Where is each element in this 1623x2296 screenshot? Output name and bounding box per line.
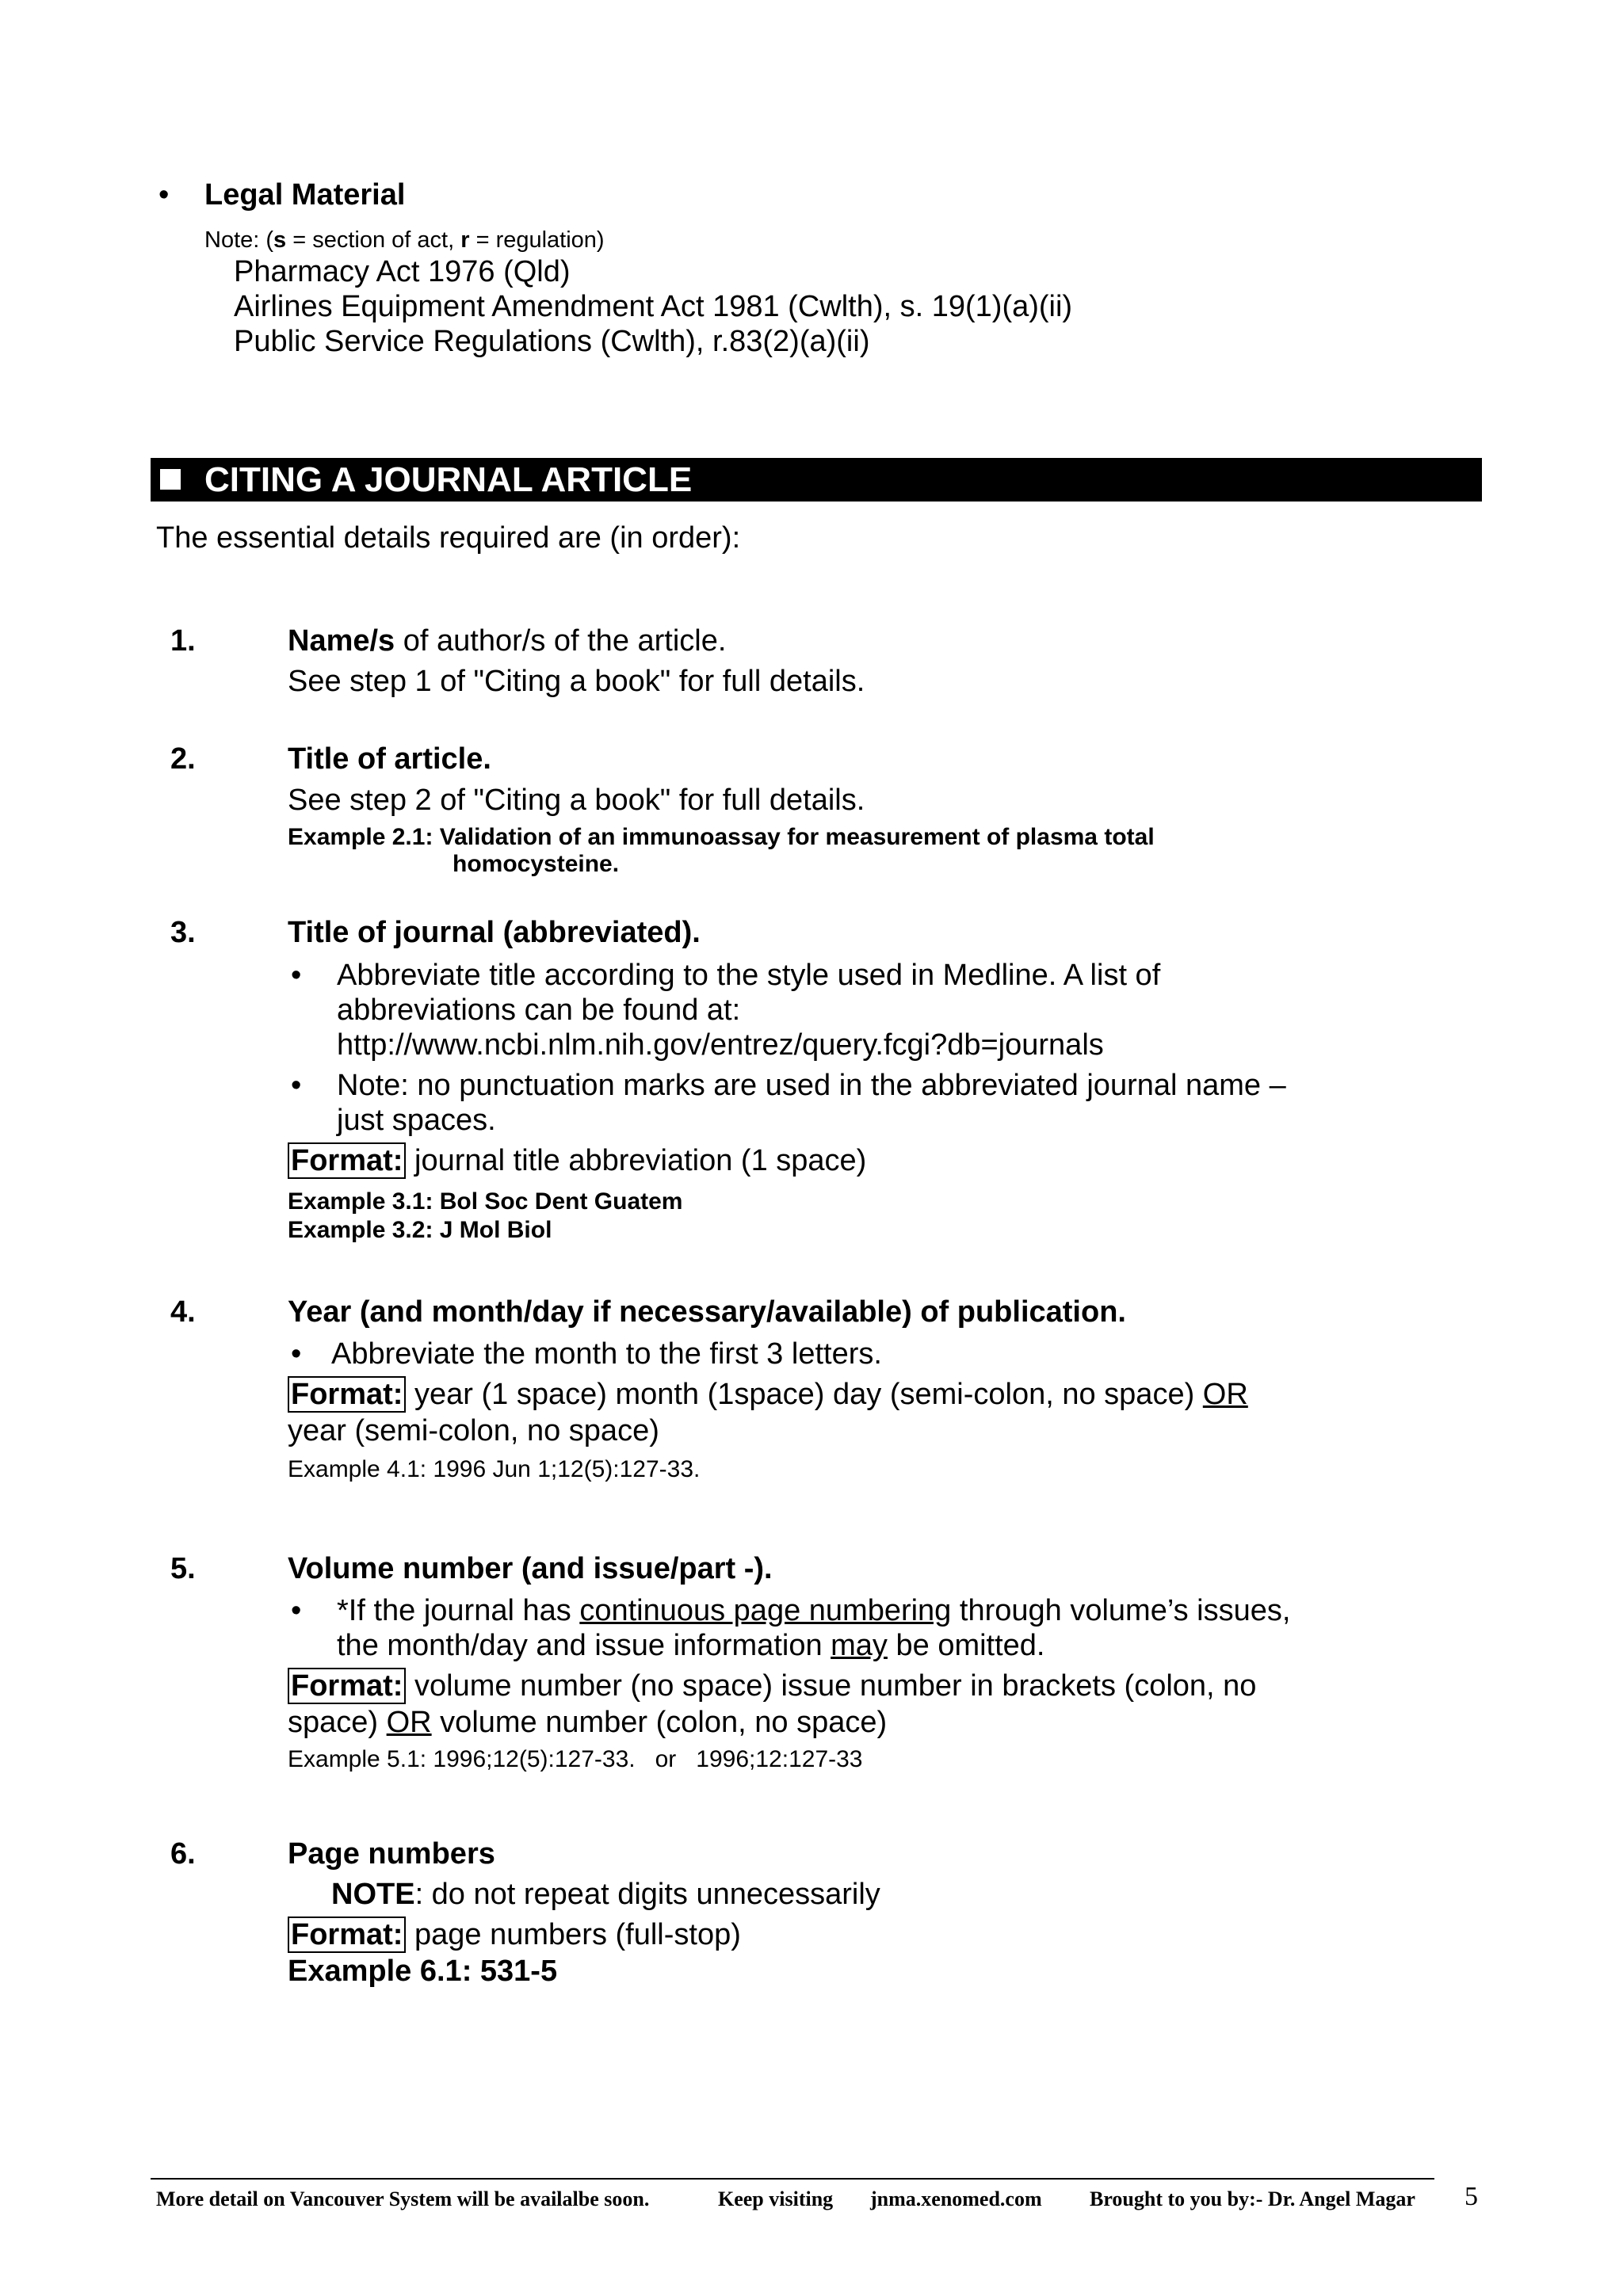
step-3-format: Format: journal title abbreviation (1 space) [288, 1143, 866, 1178]
step-3-bullet-2-line-2: just spaces. [337, 1104, 496, 1137]
footer-keep-visiting: Keep visiting [718, 2187, 834, 2210]
bullet: • [291, 959, 302, 992]
bullet: • [158, 178, 170, 212]
step-1-title: Name/s of author/s of the article. [288, 624, 727, 658]
bullet: • [291, 1594, 302, 1627]
step-5-format-cont: space) OR volume number (colon, no space) [288, 1706, 888, 1739]
step-4-format-cont: year (semi-colon, no space) [288, 1414, 659, 1447]
step-1-number: 1. [170, 624, 196, 658]
step-4-number: 4. [170, 1295, 196, 1329]
section-header-bar [151, 458, 1482, 502]
step-4-format: Format: year (1 space) month (1space) day (semi-colon, no space) OR [288, 1377, 1248, 1412]
step-3-example-2: Example 3.2: J Mol Biol [288, 1217, 552, 1243]
format-label: Format: [288, 1376, 406, 1413]
step-5-bullet-line-2: the month/day and issue information may be omitted. [337, 1629, 1045, 1662]
step-2-title: Title of article. [288, 742, 491, 776]
square-bullet-icon [160, 469, 181, 490]
step-4-example: Example 4.1: 1996 Jun 1;12(5):127-33. [288, 1456, 701, 1482]
legal-note: Note: (s = section of act, r = regulation) [204, 227, 605, 253]
step-6-title: Page numbers [288, 1837, 495, 1871]
step-3-url: http://www.ncbi.nlm.nih.gov/entrez/query.fcgi?db=journals [337, 1028, 1104, 1062]
section-intro: The essential details required are (in order): [156, 521, 741, 555]
step-3-bullet-1-line-2: abbreviations can be found at: [337, 994, 741, 1027]
step-1-line: See step 1 of "Citing a book" for full details. [288, 665, 865, 698]
footer-rule [151, 2178, 1434, 2180]
step-2-line: See step 2 of "Citing a book" for full details. [288, 784, 865, 817]
format-label: Format: [288, 1142, 406, 1179]
step-6-format: Format: page numbers (full-stop) [288, 1917, 741, 1952]
legal-line-1: Pharmacy Act 1976 (Qld) [234, 255, 571, 288]
step-6-number: 6. [170, 1837, 196, 1871]
step-4-bullet: Abbreviate the month to the first 3 letters. [331, 1337, 882, 1371]
footer-credit: Brought to you by:- Dr. Angel Magar [1090, 2187, 1415, 2210]
step-5-number: 5. [170, 1552, 196, 1585]
step-3-example-1: Example 3.1: Bol Soc Dent Guatem [288, 1188, 683, 1215]
footer-site-link[interactable]: jnma.xenomed.com [870, 2187, 1042, 2210]
step-4-title: Year (and month/day if necessary/available) of publication. [288, 1295, 1126, 1329]
step-5-example: Example 5.1: 1996;12(5):127-33. or 1996;12:127-33 [288, 1746, 863, 1772]
format-label: Format: [288, 1668, 406, 1704]
step-5-bullet-line-1: *If the journal has continuous page numbering through volume’s issues, [337, 1594, 1291, 1627]
footer-detail: More detail on Vancouver System will be availalbe soon. [156, 2187, 650, 2210]
step-3-number: 3. [170, 916, 196, 949]
format-label: Format: [288, 1917, 406, 1953]
step-3-bullet-2-line-1: Note: no punctuation marks are used in the abbreviated journal name – [337, 1069, 1286, 1102]
section-title: CITING A JOURNAL ARTICLE [204, 460, 693, 499]
step-3-bullet-1-line-1: Abbreviate title according to the style used in Medline. A list of [337, 959, 1161, 992]
bullet: • [291, 1337, 302, 1371]
step-2-example: Example 2.1: Validation of an immunoassay for measurement of plasma total [288, 824, 1155, 850]
step-5-format: Format: volume number (no space) issue number in brackets (colon, no [288, 1669, 1256, 1703]
step-6-example: Example 6.1: 531-5 [288, 1955, 558, 1988]
step-6-note: NOTE: do not repeat digits unnecessarily [331, 1878, 880, 1911]
step-3-title: Title of journal (abbreviated). [288, 916, 701, 949]
page-number: 5 [1465, 2182, 1478, 2211]
legal-heading: Legal Material [204, 178, 406, 212]
legal-line-2: Airlines Equipment Amendment Act 1981 (Cwlth), s. 19(1)(a)(ii) [234, 290, 1073, 323]
legal-line-3: Public Service Regulations (Cwlth), r.83(2)(a)(ii) [234, 325, 870, 358]
step-2-number: 2. [170, 742, 196, 776]
step-2-example-cont: homocysteine. [453, 851, 620, 877]
step-5-title: Volume number (and issue/part -). [288, 1552, 773, 1585]
bullet: • [291, 1069, 302, 1102]
